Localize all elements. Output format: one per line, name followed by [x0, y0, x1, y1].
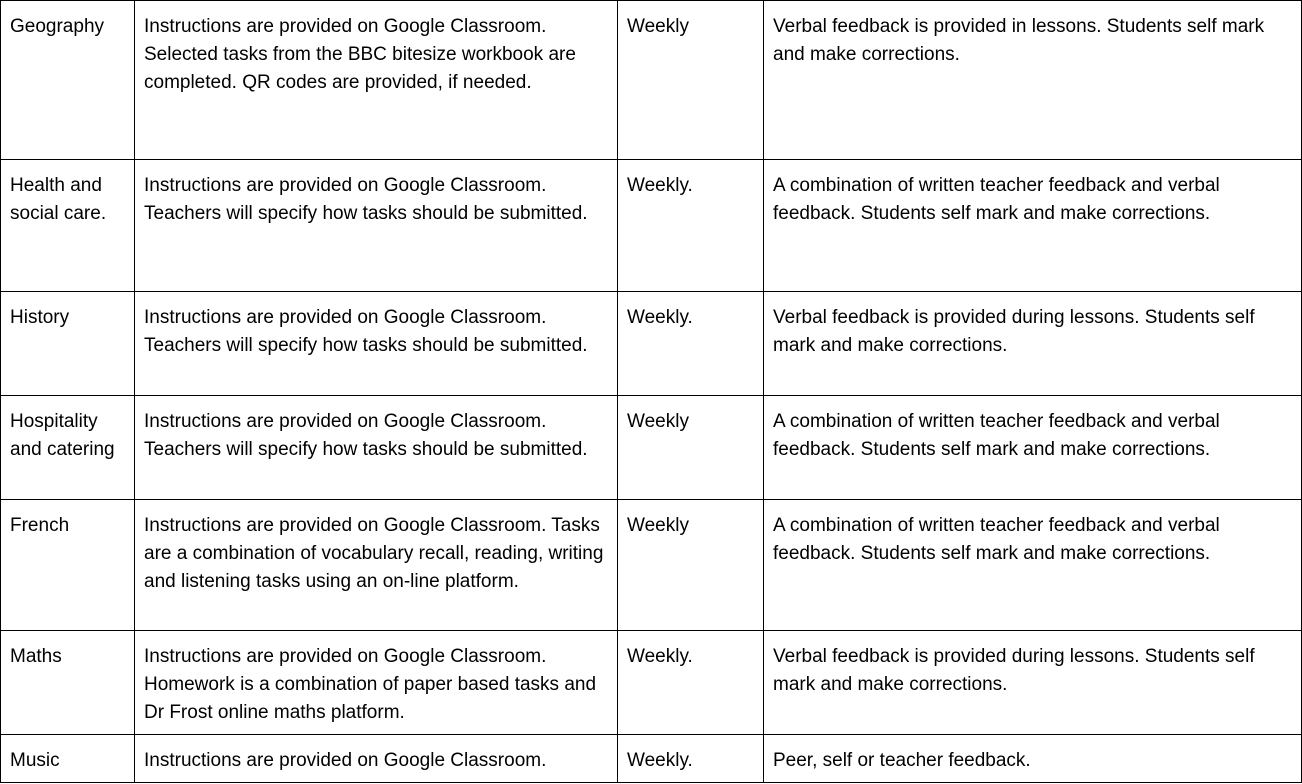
feedback-cell: Peer, self or teacher feedback.	[764, 735, 1302, 783]
table-row	[1, 500, 1302, 631]
instructions-cell: Instructions are provided on Google Classroom. Teachers will specify how tasks should be submitted.	[135, 160, 618, 292]
frequency-cell: Weekly.	[618, 292, 764, 396]
subject-cell: History	[1, 292, 135, 396]
frequency-cell: Weekly	[618, 396, 764, 500]
subject-cell: Maths	[1, 631, 135, 735]
subject-cell: Hospitality and catering	[1, 396, 135, 500]
frequency-cell: Weekly.	[618, 735, 764, 783]
instructions-cell: Instructions are provided on Google Classroom. Tasks are a combination of vocabulary recall, reading, writing and listening tasks using an on-line platform.	[135, 500, 618, 631]
feedback-cell: Verbal feedback is provided during lessons. Students self mark and make corrections.	[764, 292, 1302, 396]
instructions-cell: Instructions are provided on Google Classroom. Teachers will specify how tasks should be submitted.	[135, 292, 618, 396]
instructions-cell: Instructions are provided on Google Classroom.	[135, 735, 618, 783]
instructions-cell: Instructions are provided on Google Classroom. Teachers will specify how tasks should be submitted.	[135, 396, 618, 500]
frequency-cell: Weekly.	[618, 631, 764, 735]
table-row	[1, 735, 1302, 783]
table-row	[1, 160, 1302, 292]
subject-cell: Music	[1, 735, 135, 783]
table-row	[1, 631, 1302, 735]
table-row	[1, 292, 1302, 396]
feedback-cell: A combination of written teacher feedback and verbal feedback. Students self mark and make corrections.	[764, 160, 1302, 292]
feedback-cell: Verbal feedback is provided in lessons. Students self mark and make corrections.	[764, 1, 1302, 160]
feedback-cell: Verbal feedback is provided during lessons. Students self mark and make corrections.	[764, 631, 1302, 735]
frequency-cell: Weekly.	[618, 160, 764, 292]
feedback-cell: A combination of written teacher feedback and verbal feedback. Students self mark and make corrections.	[764, 500, 1302, 631]
frequency-cell: Weekly	[618, 500, 764, 631]
subject-cell: Geography	[1, 1, 135, 160]
instructions-cell: Instructions are provided on Google Classroom. Homework is a combination of paper based tasks and Dr Frost online maths platform.	[135, 631, 618, 735]
table-row	[1, 1, 1302, 160]
instructions-cell: Instructions are provided on Google Classroom. Selected tasks from the BBC bitesize workbook are completed. QR codes are provided, if needed.	[135, 1, 618, 160]
frequency-cell: Weekly	[618, 1, 764, 160]
subject-cell: Health and social care.	[1, 160, 135, 292]
feedback-cell: A combination of written teacher feedback and verbal feedback. Students self mark and make corrections.	[764, 396, 1302, 500]
table-row	[1, 396, 1302, 500]
subject-cell: French	[1, 500, 135, 631]
